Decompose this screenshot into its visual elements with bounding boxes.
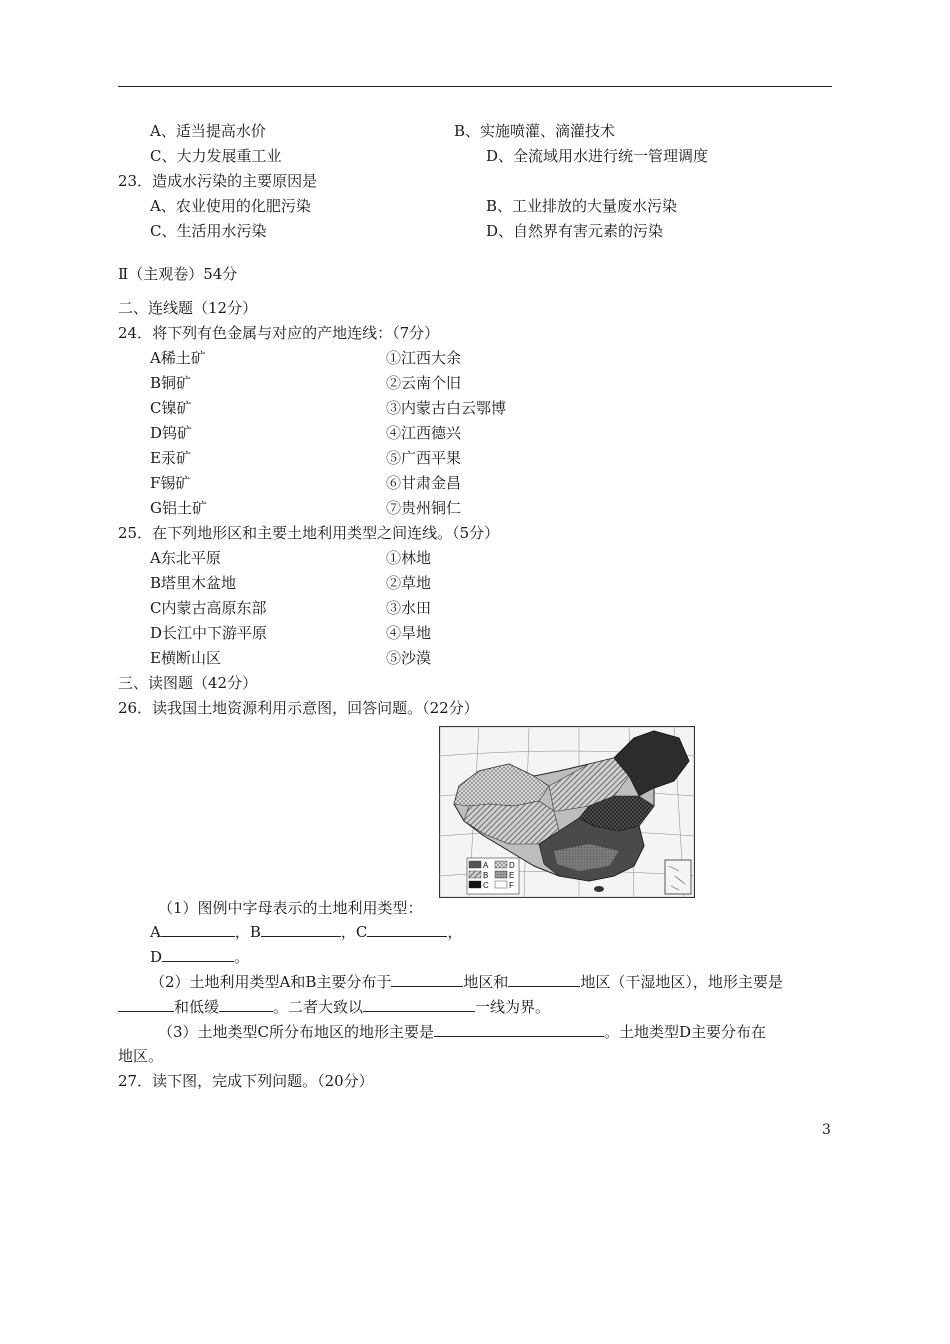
q24-left-item: A稀土矿 (150, 349, 206, 367)
legend-letter: A (483, 861, 489, 870)
q24-left-item: D钨矿 (150, 424, 193, 442)
q24-right-item: ①江西大余 (386, 349, 462, 367)
sub2-text: 一线为界。 (475, 998, 551, 1016)
q24-right-item: ④江西德兴 (386, 424, 462, 442)
legend-letter: D (509, 861, 515, 870)
q25-left-item: C内蒙古高原东部 (150, 599, 267, 617)
q24-right-item: ⑥甘肃金昌 (386, 474, 462, 492)
q24-right-item: ⑤广西平果 (386, 449, 462, 467)
q25-left-item: D长江中下游平原 (150, 624, 268, 642)
q24-left-item: B铜矿 (150, 374, 192, 392)
sub2-text: 和低缓 (174, 998, 220, 1016)
q23-stem: 23．造成水污染的主要原因是 (118, 172, 318, 190)
q25-right-item: ①林地 (386, 549, 432, 567)
q25-left-item: B塔里木盆地 (150, 574, 237, 592)
legend-letter: E (509, 871, 515, 880)
q24-right-item: ③内蒙古白云鄂博 (386, 399, 507, 417)
q24-right-item: ⑦贵州铜仁 (386, 499, 462, 517)
q22-option-b: B、实施喷灌、滴灌技术 (454, 122, 616, 140)
sub2-text: 地区和 (463, 973, 509, 991)
legend-letter: C (483, 881, 489, 890)
sub2-text: （2）土地利用类型A和B主要分布于 (150, 973, 392, 991)
answer-blank-terrain2[interactable] (219, 996, 273, 1012)
q26-sub1-answers (150, 921, 462, 942)
answer-blank-a[interactable] (161, 921, 235, 937)
q26-sub1-answer-d (150, 946, 249, 967)
q24-stem: 24．将下列有色金属与对应的产地连线：（7分） (118, 324, 440, 342)
q24-left-item: G铝土矿 (150, 499, 207, 517)
legend-letter: F (509, 881, 514, 890)
q23-option-c: C、生活用水污染 (150, 222, 267, 240)
q25-stem: 25．在下列地形区和主要土地利用类型之间连线。（5分） (118, 524, 500, 542)
answer-blank-terrain-c[interactable] (434, 1021, 604, 1037)
q25-right-item: ④旱地 (386, 624, 432, 642)
q24-right-item: ②云南个旧 (386, 374, 462, 392)
q23-option-a: A、农业使用的化肥污染 (150, 197, 311, 215)
q26-sub3-line2: 地区。 (118, 1047, 164, 1065)
sub2-text: 地区（干湿地区），地形主要是 (580, 973, 783, 991)
sub3-text: （3）土地类型C所分布地区的地形主要是 (158, 1023, 435, 1041)
q22-option-c: C、大力发展重工业 (150, 147, 282, 165)
q23-option-b: B、工业排放的大量废水污染 (486, 197, 678, 215)
q26-sub2-line1 (150, 971, 783, 992)
section3-title: 三、读图题（42分） (118, 674, 258, 692)
q27-stem: 27．读下图，完成下列问题。（20分） (118, 1072, 374, 1090)
page-number: 3 (822, 1122, 831, 1138)
label-d-end: 。 (234, 948, 250, 966)
land-use-map-figure (439, 726, 695, 898)
label-b: ，B (234, 923, 261, 941)
q22-option-a: A、适当提高水价 (150, 122, 266, 140)
label-c-end: ， (447, 923, 463, 941)
section2-title: 二、连线题（12分） (118, 299, 258, 317)
q25-left-item: E横断山区 (150, 649, 221, 667)
answer-blank-terrain1[interactable] (118, 996, 174, 1012)
answer-blank-region1[interactable] (391, 971, 463, 987)
q24-left-item: F锡矿 (150, 474, 191, 492)
legend-letter: B (483, 871, 489, 880)
answer-blank-c[interactable] (367, 921, 447, 937)
q25-right-item: ③水田 (386, 599, 432, 617)
answer-blank-b[interactable] (261, 921, 341, 937)
sub3-text: 。土地类型D主要分布在 (604, 1023, 767, 1041)
q26-sub2-line2 (118, 996, 550, 1017)
answer-blank-region2[interactable] (508, 971, 580, 987)
q24-left-item: C镍矿 (150, 399, 192, 417)
answer-blank-d[interactable] (162, 946, 234, 962)
answer-blank-boundary[interactable] (363, 996, 475, 1012)
q26-stem: 26．读我国土地资源利用示意图，回答问题。（22分） (118, 699, 479, 717)
q25-right-item: ②草地 (386, 574, 432, 592)
header-rule (118, 86, 832, 87)
q23-option-d: D、自然界有害元素的污染 (486, 222, 664, 240)
part2-title: Ⅱ（主观卷）54分 (118, 265, 238, 283)
label-a: A (150, 923, 161, 941)
q25-left-item: A东北平原 (150, 549, 221, 567)
q22-option-d: D、全流域用水进行统一管理调度 (486, 147, 709, 165)
sub2-text: 。二者大致以 (273, 998, 364, 1016)
q24-left-item: E汞矿 (150, 449, 191, 467)
q26-sub1: （1）图例中字母表示的土地利用类型： (158, 899, 423, 917)
q26-sub3-line1 (158, 1021, 766, 1042)
label-c: ，C (340, 923, 368, 941)
q25-right-item: ⑤沙漠 (386, 649, 432, 667)
label-d: D (150, 948, 163, 966)
